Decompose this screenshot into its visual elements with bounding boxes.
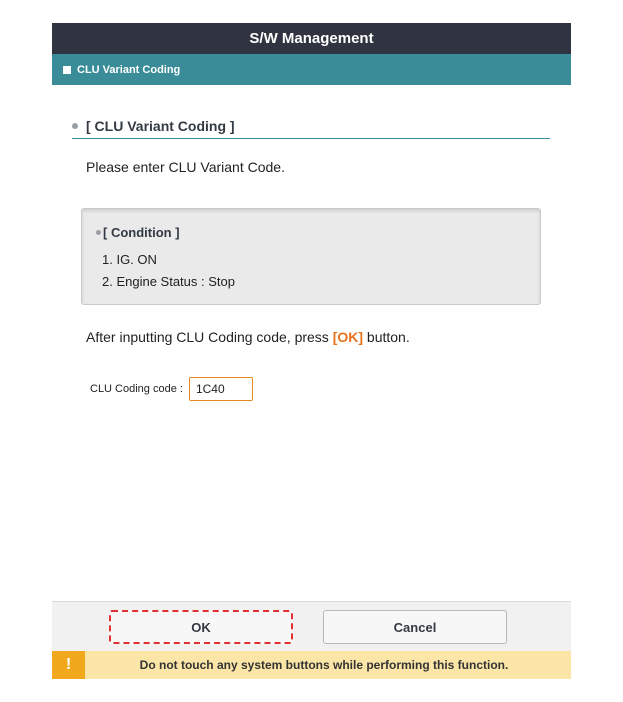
warning-text: Do not touch any system buttons while performing this function. xyxy=(139,658,509,672)
code-field-row xyxy=(90,377,253,401)
cancel-button[interactable]: Cancel xyxy=(323,610,507,644)
subheader-label: CLU Variant Coding xyxy=(77,63,181,76)
warning-bar xyxy=(52,651,571,679)
condition-item: 2. Engine Status : Stop xyxy=(102,274,235,289)
window-title: S/W Management xyxy=(52,23,571,54)
prompt-text: Please enter CLU Variant Code. xyxy=(86,159,285,175)
instruction-before: After inputting CLU Coding code, press xyxy=(86,329,333,345)
dot-bullet-icon xyxy=(72,123,78,129)
ok-button[interactable]: OK xyxy=(109,610,293,644)
subheader-bar xyxy=(52,54,571,85)
exclamation-icon: ! xyxy=(52,651,85,679)
sw-management-dialog xyxy=(52,23,571,679)
condition-box xyxy=(81,208,541,305)
button-bar xyxy=(52,601,571,651)
condition-header xyxy=(96,225,180,240)
section-title: [ CLU Variant Coding ] xyxy=(86,117,235,134)
square-icon xyxy=(63,66,71,74)
instruction-text xyxy=(86,329,410,345)
instruction-after: button. xyxy=(363,329,410,345)
code-field-label: CLU Coding code : xyxy=(90,383,183,395)
condition-title: [ Condition ] xyxy=(103,225,180,240)
dot-bullet-icon xyxy=(96,230,101,235)
instruction-ok-highlight: [OK] xyxy=(332,329,364,345)
condition-item: 1. IG. ON xyxy=(102,252,157,267)
section-header xyxy=(72,113,550,139)
clu-coding-code-input[interactable] xyxy=(189,377,253,401)
